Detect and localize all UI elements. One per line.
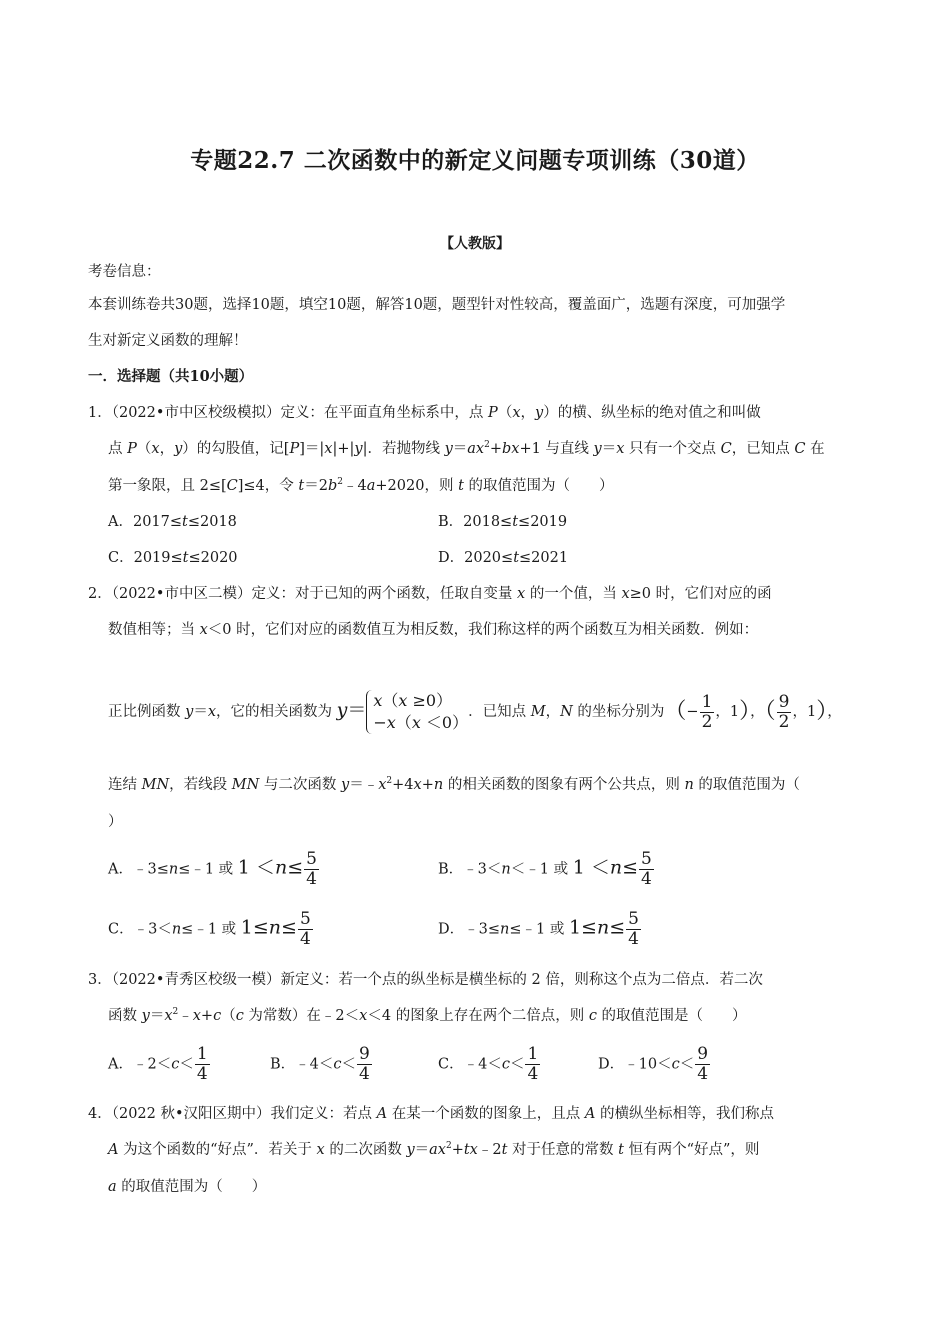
q3-option-b: B．﹣4＜c＜ $\frac{9}{4}$ xyxy=(270,1044,370,1084)
q3-option-d: D．﹣10＜c＜ $\frac{9}{4}$ xyxy=(598,1044,709,1084)
q4-line-1: 4．（2022 秋•汉阳区期中）我们定义：若点 A 在某一个函数的图象上，且点 A 的横纵坐标相等，我们称点 xyxy=(88,1106,774,1122)
q1-number: 1． xyxy=(88,405,112,421)
info-label: 考卷信息： xyxy=(88,264,161,280)
q3-number: 3． xyxy=(88,972,112,988)
q3-option-a: A．﹣2＜c＜ $\frac{1}{4}$ xyxy=(108,1044,208,1084)
q1-source: （2022•市中区校级模拟）定义：在平面直角坐标系中，点 xyxy=(111,405,484,421)
q1-option-a: A．2017≤t≤2018 xyxy=(108,514,237,530)
q1-line-2: 点 P（x，y）的勾股值，记[P]＝|x|+|y|．若抛物线 $y=ax^2+bx+1$ 与直线 y＝x 只有一个交点 C，已知点 C 在 xyxy=(108,440,825,457)
q1-option-d: D．2020≤t≤2021 xyxy=(438,550,569,566)
q2-option-c: C．﹣3＜n≤﹣1 或 1≤n≤ $\frac{5}{4}$ xyxy=(108,909,311,949)
q1-option-b: B．2018≤t≤2019 xyxy=(438,514,568,530)
q4-number: 4． xyxy=(88,1106,112,1122)
q2-option-d: D．﹣3≤n≤﹣1 或 1≤n≤ $\frac{5}{4}$ xyxy=(438,909,639,949)
intro-line-1: 本套训练卷共30题，选择10题，填空10题，解答10题，题型针对性较高，覆盖面广，选题有深度，可加强学 xyxy=(88,297,786,313)
piecewise-function: x（x ≥0） −x（x ＜0） xyxy=(366,690,468,734)
q2-line-2: 数值相等；当 x＜0 时，它们对应的函数值互为相反数，我们称这样的两个函数互为相关函数．例如： xyxy=(108,622,759,638)
q1-option-c: C．2019≤t≤2020 xyxy=(108,550,238,566)
q3-line-2: 函数 $y=x^2﹣x+c(c$ 为常数）在﹣2＜x＜4 的图象上存在两个二倍点，则 c 的取值范围是（ ） xyxy=(108,1007,747,1024)
q4-line-3: a 的取值范围为（ ） xyxy=(108,1179,267,1195)
q2-line-5: ） xyxy=(108,814,123,830)
page-title: 专题22.7 二次函数中的新定义问题专项训练（30道） xyxy=(190,147,760,174)
q2-line-1: 2．（2022•市中区二模）定义：对于已知的两个函数，任取自变量 x 的一个值，当 x≥0 时，它们对应的函 xyxy=(88,586,772,602)
q1-line-1: 1．（2022•市中区校级模拟）定义：在平面直角坐标系中，点 P（x，y）的横、纵坐标的绝对值之和叫做 xyxy=(88,405,761,421)
q4-line-2: A 为这个函数的“好点”．若关于 x 的二次函数 $y=ax^2+tx﹣2t$ 对于任意的常数 t 恒有两个“好点”，则 xyxy=(108,1141,760,1158)
section-heading: 一．选择题（共10小题） xyxy=(88,368,254,385)
q3-line-1: 3．（2022•青秀区校级一模）新定义：若一个点的纵坐标是横坐标的 2 倍，则称这个点为二倍点．若二次 xyxy=(88,972,763,988)
q2-number: 2． xyxy=(88,586,112,602)
q3-option-c: C．﹣4＜c＜ $\frac{1}{4}$ xyxy=(438,1044,539,1084)
edition-label: 【人教版】 xyxy=(440,236,510,252)
q2-line-3: 正比例函数 y＝x，它的相关函数为 y＝ x（x ≥0） −x（x ＜0）．已知点 M，N 的坐标分别为（− $\frac{1}{2}$ ，1），（ $\frac{9}{2}$ ，1）， xyxy=(108,691,842,732)
q2-option-a: A．﹣3≤n≤﹣1 或 1 ＜n≤ $\frac{5}{4}$ xyxy=(108,849,317,889)
intro-line-2: 生对新定义函数的理解！ xyxy=(88,333,248,349)
q2-line-4: 连结 MN，若线段 MN 与二次函数 $y=﹣x^2+4x+n$ 的相关函数的图象有两个公共点，则 n 的取值范围为（ xyxy=(108,776,800,793)
q2-option-b: B．﹣3＜n＜﹣1 或 1 ＜n≤ $\frac{5}{4}$ xyxy=(438,849,652,889)
q1-line-3: 第一象限，且 2≤[C]≤4，令 $t=2b^2﹣4a+2020$，则 t 的取值范围为（ ） xyxy=(108,477,614,494)
